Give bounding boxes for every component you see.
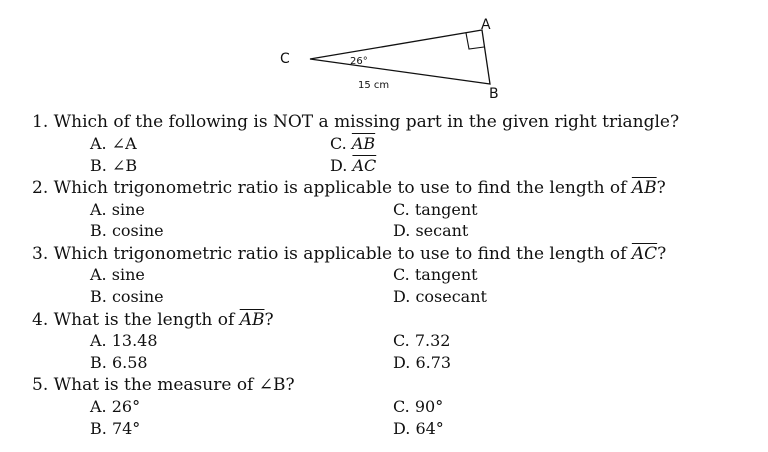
question-4: 4. What is the length of $\overline{AB}$?	[32, 310, 274, 330]
vertex-c-label: C	[280, 51, 290, 67]
q5-option-a[interactable]: A. 26°	[90, 397, 141, 416]
q5-option-b[interactable]: B. 74°	[90, 419, 141, 438]
segment-label: $\overline{AB}$	[631, 178, 657, 198]
q3-option-b[interactable]: B. cosine	[90, 287, 164, 306]
q1-option-c[interactable]: C. $\overline{AB}$	[330, 134, 376, 153]
q1-option-d[interactable]: D. $\overline{AC}$	[330, 156, 377, 175]
right-angle-marker	[466, 33, 484, 49]
question-3: 3. Which trigonometric ratio is applicable to use to find the length of $\overline{AC}$?	[32, 244, 667, 264]
right-triangle-figure	[270, 14, 510, 104]
side-ac-length-label: 15 cm	[358, 80, 390, 91]
question-number: 1.	[32, 112, 49, 132]
triangle-outline	[310, 30, 490, 84]
vertex-b-label: B	[489, 86, 499, 102]
question-5	[32, 375, 295, 395]
question-number: 3.	[32, 244, 49, 264]
q4-option-a[interactable]: A. 13.48	[90, 331, 158, 350]
q5-option-d[interactable]: D. 64°	[393, 419, 444, 438]
q4-option-c[interactable]: C. 7.32	[393, 331, 451, 350]
segment-label: $\overline{AC}$	[352, 156, 377, 175]
q3-option-a[interactable]: A. sine	[90, 265, 145, 284]
question-2: 2. Which trigonometric ratio is applicable to use to find the length of $\overline{AB}$?	[32, 178, 666, 198]
q3-option-d[interactable]: D. cosecant	[393, 287, 487, 306]
segment-label: $\overline{AC}$	[631, 244, 658, 264]
question-text: Which trigonometric ratio is applicable to use to find the length of	[53, 178, 632, 198]
q4-option-b[interactable]: B. 6.58	[90, 353, 148, 372]
angle-c-label: 26°	[350, 56, 368, 67]
question-text: What is the measure of ∠B?	[53, 375, 295, 395]
q3-option-c[interactable]: C. tangent	[393, 265, 478, 284]
triangle-diagram	[270, 14, 510, 104]
q1-option-a[interactable]: A. ∠A	[90, 134, 137, 153]
segment-label: $\overline{AB}$	[351, 134, 376, 153]
question-text: Which trigonometric ratio is applicable to use to find the length of	[53, 244, 632, 264]
question-1	[32, 112, 679, 132]
question-text: What is the length of	[53, 310, 240, 330]
question-number: 4.	[32, 310, 49, 330]
q1-option-b[interactable]: B. ∠B	[90, 156, 138, 175]
q4-option-d[interactable]: D. 6.73	[393, 353, 452, 372]
q2-option-a[interactable]: A. sine	[90, 200, 145, 219]
q5-option-c[interactable]: C. 90°	[393, 397, 444, 416]
q2-option-d[interactable]: D. secant	[393, 221, 469, 240]
question-number: 5.	[32, 375, 49, 395]
q2-option-c[interactable]: C. tangent	[393, 200, 478, 219]
question-text: Which of the following is NOT a missing part in the given right triangle?	[53, 112, 680, 132]
question-number: 2.	[32, 178, 49, 198]
vertex-a-label: A	[481, 17, 491, 33]
q2-option-b[interactable]: B. cosine	[90, 221, 164, 240]
segment-label: $\overline{AB}$	[239, 310, 265, 330]
